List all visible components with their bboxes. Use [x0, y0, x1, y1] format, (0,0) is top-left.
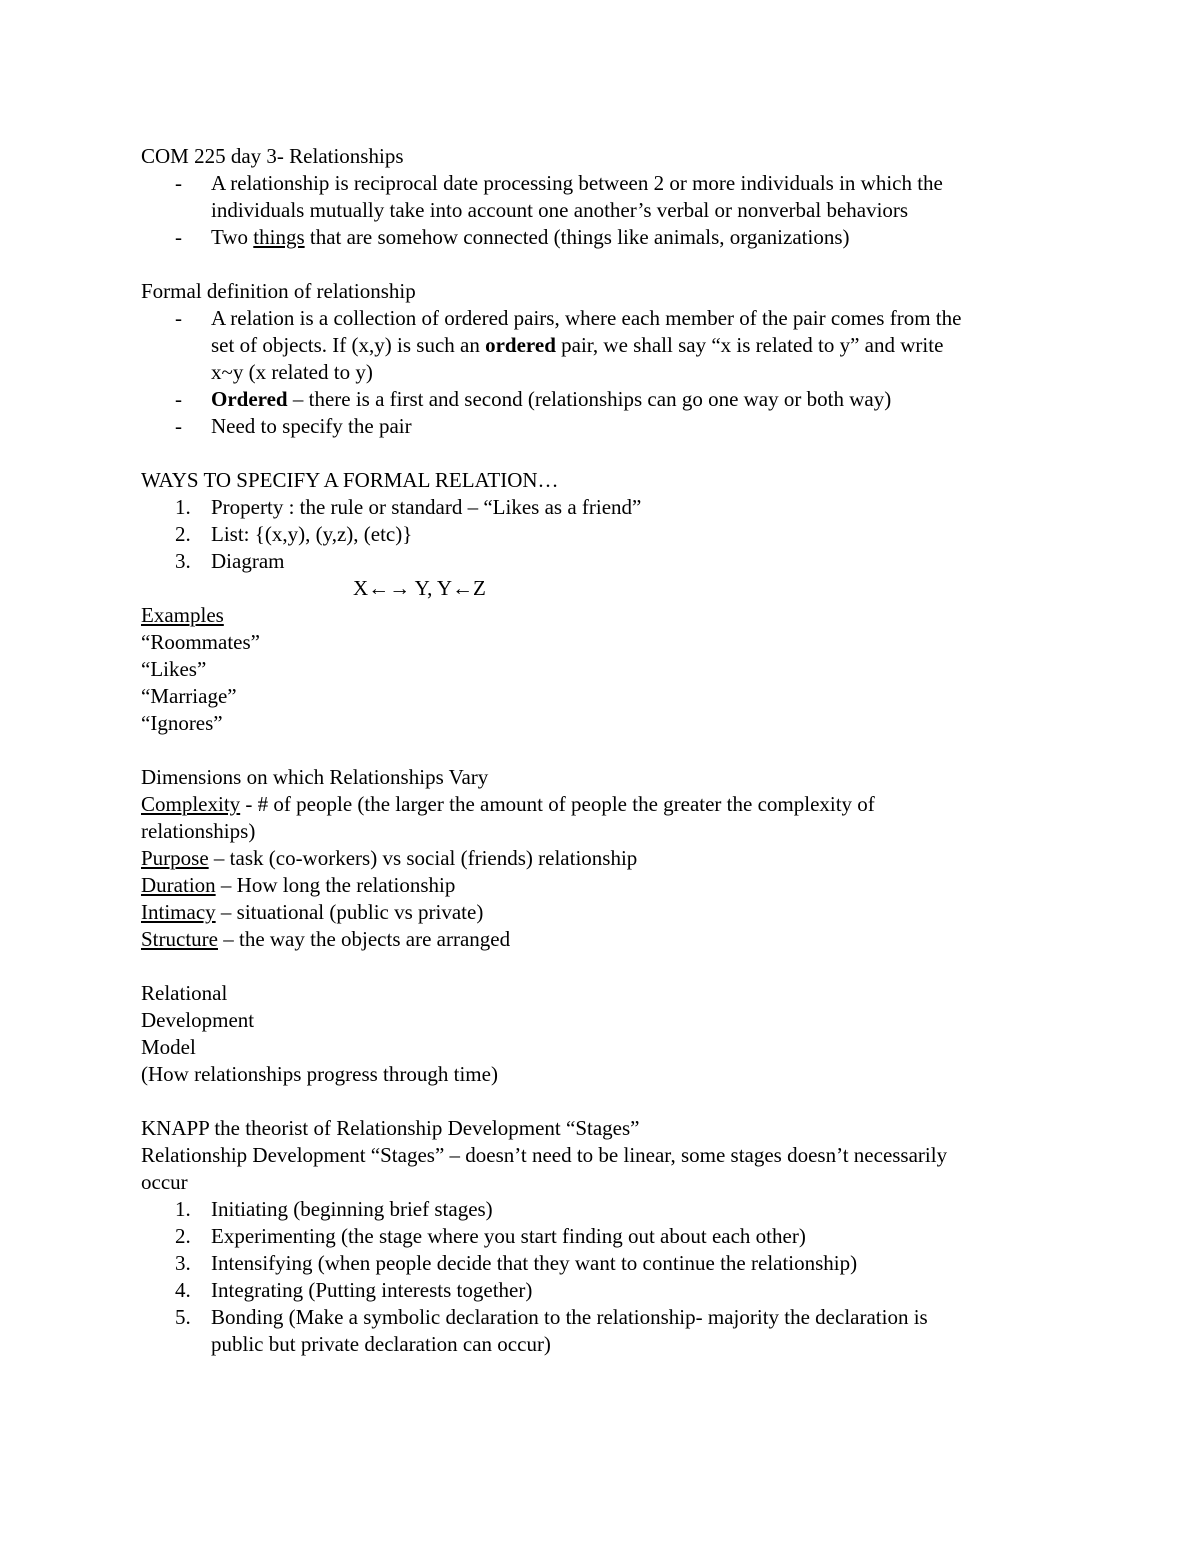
bullet-text-line	[211, 332, 1061, 359]
example-item: “Likes”	[141, 657, 207, 681]
text-run: pair, we shall say “x is related to y” and write	[555, 333, 944, 357]
section-heading: KNAPP the theorist of Relationship Development “Stages”	[141, 1116, 640, 1140]
list-item-text: Initiating (beginning brief stages)	[211, 1197, 493, 1221]
number-marker: 5.	[175, 1305, 191, 1329]
intro-bullet-list	[141, 170, 1061, 251]
dash-marker: -	[175, 171, 182, 195]
bullet-text-line	[211, 386, 1061, 413]
text-run: – there is a first and second (relationships can go one way or both way)	[287, 387, 892, 411]
dimension-desc: – the way the objects are arranged	[217, 927, 511, 951]
dimension-term: Purpose	[141, 846, 209, 870]
dash-marker: -	[175, 225, 182, 249]
dimension-desc: - # of people (the larger the amount of people the greater the complexity of	[240, 792, 875, 816]
dimension-term: Duration	[141, 873, 216, 897]
number-marker: 2.	[175, 1224, 191, 1248]
list-item-text: public but private declaration can occur)	[211, 1332, 551, 1356]
ways-numbered-list	[141, 494, 1061, 575]
dimension-desc: – How long the relationship	[215, 873, 456, 897]
bullet-text-line: A relation is a collection of ordered pairs, where each member of the pair comes from the	[211, 306, 962, 330]
list-item	[141, 305, 1061, 386]
bullet-text-line	[211, 224, 1061, 251]
dimension-desc: – task (co-workers) vs social (friends) relationship	[208, 846, 638, 870]
dash-marker: -	[175, 306, 182, 330]
list-item-text: Diagram	[211, 549, 285, 573]
paragraph-line: Relationship Development “Stages” – doesn’t need to be linear, some stages doesn’t necessarily	[141, 1143, 948, 1167]
section-heading: WAYS TO SPECIFY A FORMAL RELATION…	[141, 468, 559, 492]
dash-marker: -	[175, 414, 182, 438]
section-heading: Formal definition of relationship	[141, 279, 416, 303]
dimension-item	[141, 845, 1061, 872]
list-item	[141, 494, 1061, 521]
number-marker: 2.	[175, 522, 191, 546]
section-heading: Examples	[141, 603, 224, 627]
paragraph-line: occur	[141, 1170, 188, 1194]
document-title: COM 225 day 3- Relationships	[141, 144, 404, 168]
stages-numbered-list	[141, 1196, 1061, 1358]
list-item	[141, 1304, 1061, 1358]
list-item	[141, 1223, 1061, 1250]
dimension-term: Intimacy	[141, 900, 216, 924]
relation-diagram: X←→ Y, Y←Z	[353, 576, 486, 600]
example-item: “Roommates”	[141, 630, 260, 654]
example-item: “Marriage”	[141, 684, 237, 708]
list-item	[141, 521, 1061, 548]
model-title-line: Development	[141, 1008, 255, 1032]
list-item	[141, 548, 1061, 575]
text-run: that are somehow connected (things like animals, organizations)	[304, 225, 850, 249]
dimension-desc: – situational (public vs private)	[215, 900, 484, 924]
model-subtitle: (How relationships progress through time)	[141, 1062, 498, 1086]
dimension-term: Complexity	[141, 792, 241, 816]
text-run: Two	[211, 225, 254, 249]
underlined-term: things	[253, 225, 305, 249]
list-item-text: Experimenting (the stage where you start finding out about each other)	[211, 1224, 806, 1248]
dimension-item	[141, 926, 1061, 953]
section-heading: Dimensions on which Relationships Vary	[141, 765, 489, 789]
dimension-item	[141, 791, 1061, 818]
dimension-item	[141, 872, 1061, 899]
number-marker: 3.	[175, 549, 191, 573]
list-item-text: Property : the rule or standard – “Likes as a friend”	[211, 495, 642, 519]
bold-term: ordered	[485, 333, 556, 357]
list-item	[141, 413, 1061, 440]
number-marker: 3.	[175, 1251, 191, 1275]
dimension-item-continuation: relationships)	[141, 819, 256, 843]
list-item	[141, 170, 1061, 224]
list-item	[141, 1250, 1061, 1277]
model-title-line: Model	[141, 1035, 196, 1059]
list-item-text: Bonding (Make a symbolic declaration to the relationship- majority the declaration is	[211, 1305, 928, 1329]
list-item	[141, 1277, 1061, 1304]
dimension-term: Structure	[141, 927, 218, 951]
number-marker: 4.	[175, 1278, 191, 1302]
list-item	[141, 1196, 1061, 1223]
bullet-text-line: individuals mutually take into account one another’s verbal or nonverbal behaviors	[211, 198, 909, 222]
number-marker: 1.	[175, 495, 191, 519]
list-item-text: Intensifying (when people decide that they want to continue the relationship)	[211, 1251, 858, 1275]
bullet-text-line: Need to specify the pair	[211, 414, 412, 438]
number-marker: 1.	[175, 1197, 191, 1221]
list-item	[141, 224, 1061, 251]
text-run: set of objects. If (x,y) is such an	[211, 333, 486, 357]
bold-term: Ordered	[211, 387, 288, 411]
dash-marker: -	[175, 387, 182, 411]
list-item	[141, 386, 1061, 413]
example-item: “Ignores”	[141, 711, 223, 735]
bullet-text-line: x~y (x related to y)	[211, 360, 373, 384]
bullet-text-line: A relationship is reciprocal date processing between 2 or more individuals in which the	[211, 171, 943, 195]
dimension-item	[141, 899, 1061, 926]
list-item-text: List: {(x,y), (y,z), (etc)}	[211, 522, 413, 546]
list-item-text: Integrating (Putting interests together)	[211, 1278, 533, 1302]
formal-bullet-list	[141, 305, 1061, 440]
model-title-line: Relational	[141, 981, 228, 1005]
document-body	[141, 143, 1061, 1358]
